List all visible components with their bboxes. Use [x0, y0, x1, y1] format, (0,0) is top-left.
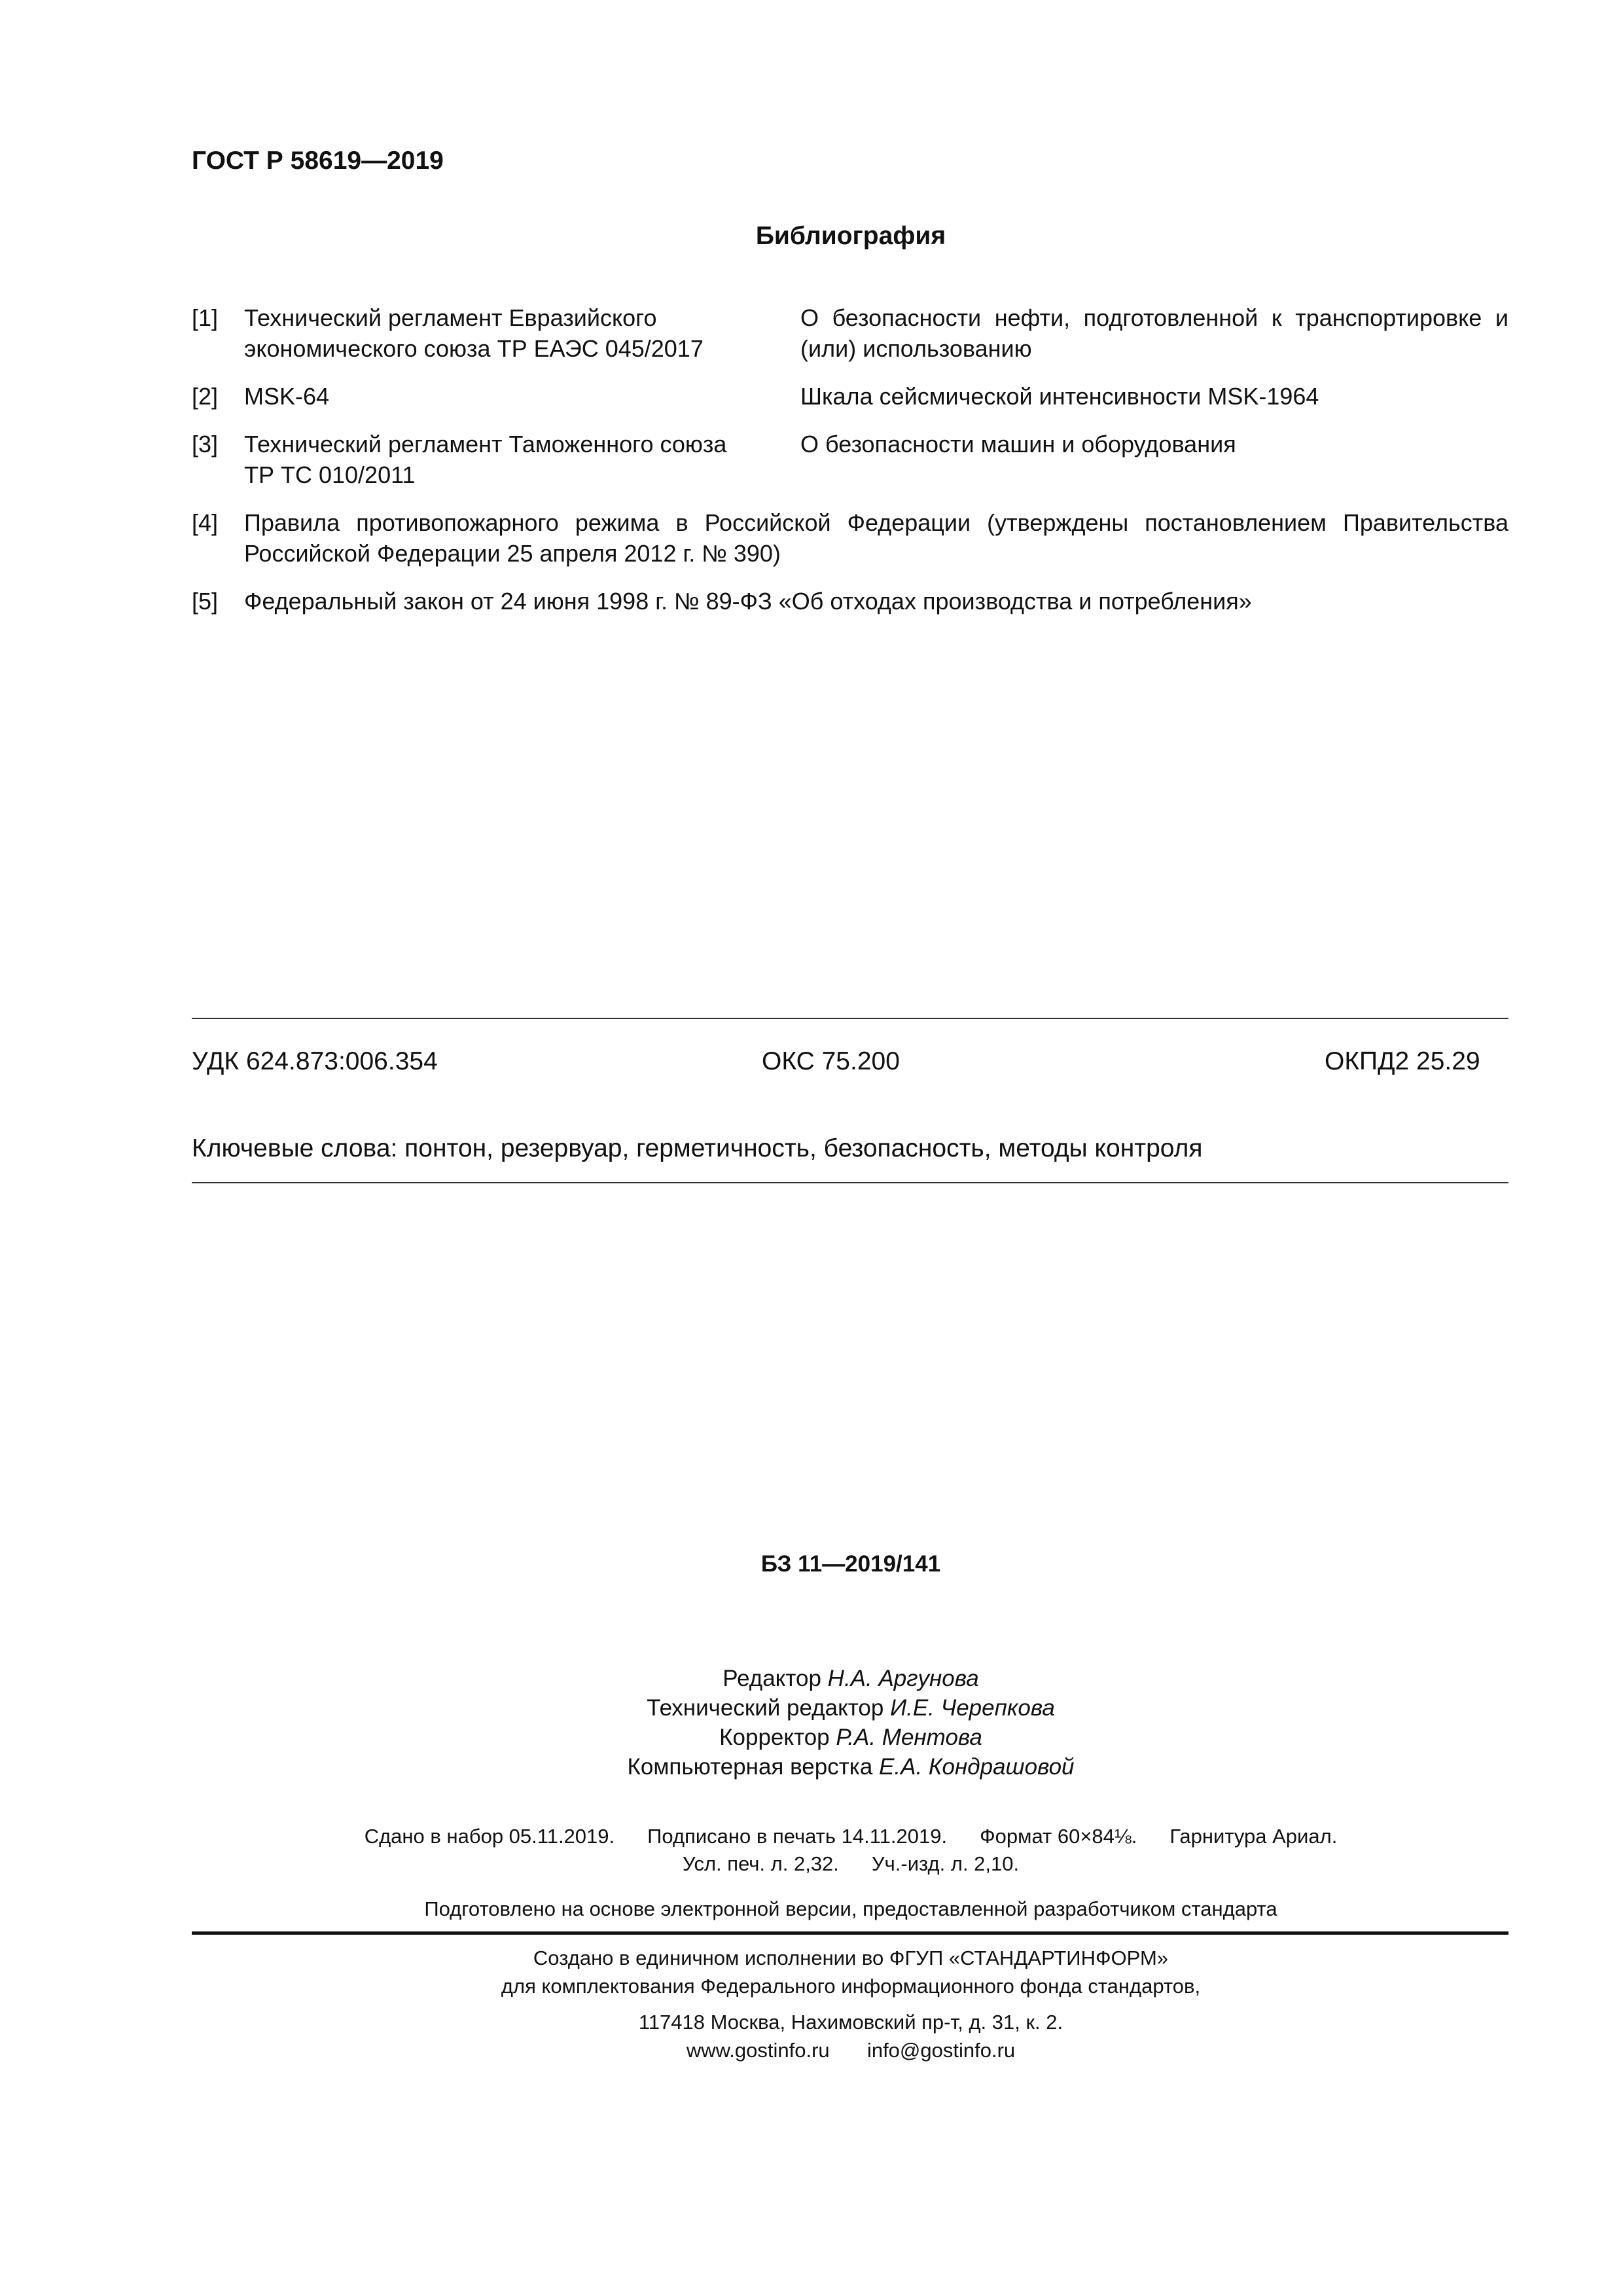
- udk-code: УДК 624.873:006.354: [192, 1047, 438, 1075]
- credit-editor: [0, 1664, 1623, 1693]
- keywords: Ключевые слова: понтон, резервуар, герметичность, безопасность, методы контроля: [192, 1134, 1203, 1162]
- bibliography-item-title: О безопасности машин и оборудования: [800, 431, 1236, 457]
- footer-line: для комплектования Федерального информационного фонда стандартов,: [501, 1975, 1201, 1998]
- footer-address: 117418 Москва, Нахимовский пр-т, д. 31, к. 2.: [638, 2011, 1063, 2034]
- bibliography-item-number: [3]: [192, 431, 219, 457]
- credit-person: И.Е. Черепкова: [890, 1695, 1055, 1721]
- bibliography-item: [192, 381, 1508, 412]
- okpd-code: ОКПД2 25.29: [1325, 1047, 1480, 1075]
- bibliography-item-title: Шкала сейсмической интенсивности MSK-1964: [800, 383, 1319, 410]
- bibliography-item-text: Правила противопожарного режима в Российской Федерации (утверждены постановлением Правительства Российской Федерации 25 апреля 2012 г. № 390): [244, 509, 1508, 567]
- bibliography-item-number: [2]: [192, 383, 219, 410]
- bibliography-item-source: Технический регламент Таможенного союза ТР ТС 010/2011: [244, 431, 727, 488]
- credit-label: Корректор: [719, 1725, 830, 1750]
- print-format: Формат 60×84⅛.: [980, 1825, 1137, 1848]
- bibliography-item-text: Федеральный закон от 24 июня 1998 г. № 89-ФЗ «Об отходах производства и потребления»: [244, 588, 1252, 615]
- bz-number: БЗ 11—2019/141: [760, 1551, 941, 1577]
- credit-tech-editor: [0, 1693, 1623, 1723]
- print-submitted: Сдано в набор 05.11.2019.: [364, 1825, 615, 1848]
- publisher-footer: [0, 1944, 1623, 2064]
- credit-person: Р.А. Ментова: [836, 1725, 982, 1750]
- bibliography-title: Библиография: [755, 222, 946, 250]
- bibliography-list: [192, 302, 1508, 634]
- divider: [192, 1182, 1508, 1183]
- bibliography-item-number: [1]: [192, 304, 219, 331]
- print-info: [0, 1823, 1623, 1878]
- prepared-note: Подготовлено на основе электронной версии, предоставленной разработчиком стандарта: [424, 1897, 1277, 1920]
- bibliography-item-number: [5]: [192, 588, 219, 615]
- bibliography-item-source: MSK-64: [244, 383, 330, 410]
- credit-person: Е.А. Кондрашовой: [879, 1754, 1075, 1780]
- credit-label: Компьютерная верстка: [627, 1754, 873, 1780]
- bibliography-item: [192, 507, 1508, 569]
- credit-corrector: [0, 1723, 1623, 1752]
- bibliography-item: [192, 586, 1508, 617]
- edit-sheets: Уч.-изд. л. 2,10.: [871, 1852, 1020, 1875]
- credit-label: Технический редактор: [647, 1695, 884, 1721]
- footer-line: Создано в единичном исполнении во ФГУП «СТАНДАРТИНФОРМ»: [533, 1946, 1169, 1969]
- print-typeface: Гарнитура Ариал.: [1169, 1825, 1338, 1848]
- footer-website-link[interactable]: www.gostinfo.ru: [686, 2039, 830, 2062]
- bibliography-item-source: Технический регламент Евразийского экономического союза ТР ЕАЭС 045/2017: [244, 304, 704, 362]
- bibliography-item-title: О безопасности нефти, подготовленной к транспортировке и (или) использованию: [800, 304, 1508, 362]
- print-sheets: Усл. печ. л. 2,32.: [682, 1852, 839, 1875]
- bibliography-item: [192, 302, 1508, 364]
- footer-divider: [192, 1931, 1508, 1935]
- credit-layout: [0, 1752, 1623, 1782]
- credit-label: Редактор: [722, 1666, 821, 1691]
- credit-person: Н.А. Аргунова: [827, 1666, 979, 1691]
- footer-email-link[interactable]: info@gostinfo.ru: [866, 2039, 1016, 2062]
- bibliography-item: [192, 429, 1508, 490]
- oks-code: ОКС 75.200: [762, 1047, 900, 1075]
- bibliography-item-number: [4]: [192, 509, 219, 536]
- document-number: ГОСТ Р 58619—2019: [192, 147, 444, 175]
- divider: [192, 1018, 1508, 1019]
- print-signed: Подписано в печать 14.11.2019.: [647, 1825, 948, 1848]
- credits: [0, 1664, 1623, 1782]
